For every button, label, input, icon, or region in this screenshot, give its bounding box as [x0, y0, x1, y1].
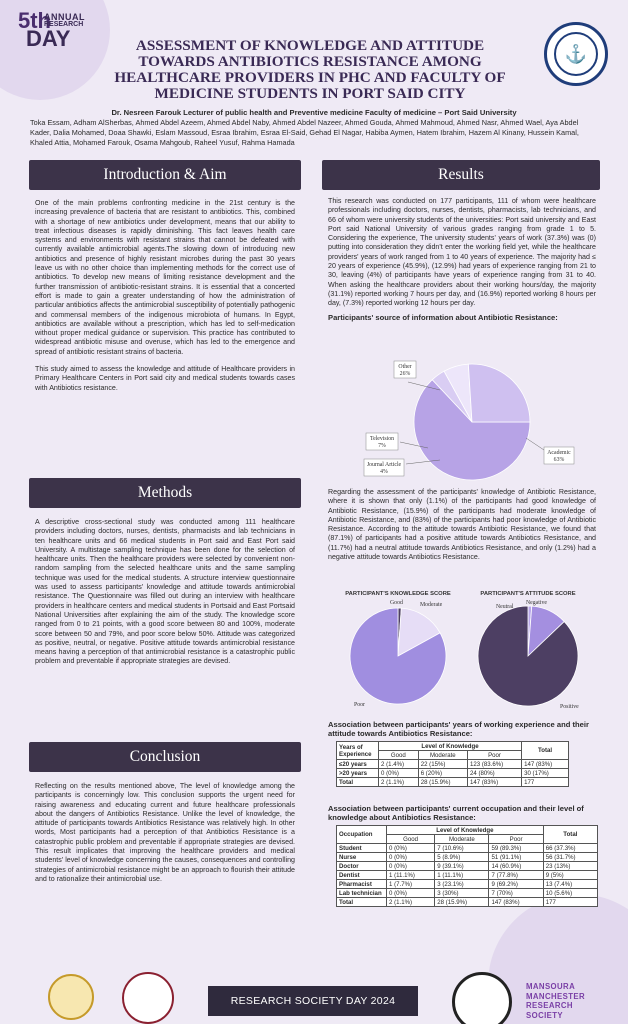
- table-cell: 9 (5%): [543, 871, 597, 880]
- row-label: Doctor: [337, 862, 387, 871]
- source-pie-chart: [330, 356, 600, 486]
- table-cell: 0 (0%): [387, 844, 435, 853]
- table-cell: 7 (77.8%): [489, 871, 543, 880]
- th-total: Total: [543, 826, 597, 844]
- mmrs-line: RESEARCH: [526, 1001, 573, 1010]
- table-cell: 0 (0%): [387, 862, 435, 871]
- results-section-2: [322, 488, 600, 562]
- pie-label: 7%: [378, 443, 386, 449]
- pie-label: Positive: [560, 704, 579, 710]
- occupation-table: [336, 825, 598, 907]
- table-row: [337, 871, 598, 880]
- logo-line: ANNUAL: [44, 12, 85, 22]
- table-cell: 66 (37.3%): [543, 844, 597, 853]
- row-label: Dentist: [337, 871, 387, 880]
- table2-block: [328, 800, 598, 907]
- table-row: [337, 844, 598, 853]
- section-heading: Methods: [29, 478, 301, 508]
- conclusion-section: [29, 742, 301, 884]
- th-total: Total: [522, 742, 569, 760]
- research-day-logo: [18, 8, 108, 52]
- table-cell: 7 (10.6%): [435, 844, 489, 853]
- table-cell: 59 (89.3%): [489, 844, 543, 853]
- table-cell: 123 (83.6%): [467, 760, 521, 769]
- section-heading: Conclusion: [29, 742, 301, 772]
- methods-section: [29, 478, 301, 667]
- logo-number: 5th: [18, 8, 51, 33]
- table-cell: 28 (15.9%): [418, 778, 467, 787]
- table-cell: 23 (13%): [543, 862, 597, 871]
- row-label: Pharmacist: [337, 880, 387, 889]
- table-cell: 147 (83%): [467, 778, 521, 787]
- th-level: Level of Knowledge: [379, 742, 522, 751]
- faculty-logo-icon: [48, 974, 94, 1020]
- lead-author: Dr. Nesreen Farouk Lecturer of public health and Preventive medicine Faculty of medicine – Port Said University: [111, 108, 517, 117]
- pie-label: Neutral: [496, 604, 514, 610]
- section-heading: Results: [322, 160, 600, 190]
- logo-line: DAY: [26, 26, 71, 51]
- intro-paragraph: One of the main problems confronting medicine in the 21st century is the increasing prevalence of bacteria that are resistant to antibiotics. This, combined with a shortage of new antibiotics under development, means that our ability to treat infectious diseases is rapidly diminishing. This fact leaves health care systems and environments with resistant strains that cannot be defeated with currently available antimicrobial agents.The slowing down of introducing new antibiotics and presence of highly resistant microbes during the past 30 years leave us with no other choice than implementing methods for the correct use of antibiotics. To develop new means of limiting resistance development and the further transmission of antibiotic-resistant strains. It is essential that a concerted effort is made to gain a greater understanding of how the administration of particular antibiotics affects the antimicrobial susceptibility of potentially pathogenic and commensal members of the indigenous microbiota of humans. In Egypt, antibiotics are available without a prescription, which has led to self-medication without proper medical guidance or supervision. This practice has contributed to widespread antibiotic misuse and overuse, which has led to the emergence and spread of antibiotic resistant strains of bacteria.: [35, 199, 295, 356]
- th-sub: Good: [379, 751, 419, 760]
- table-row: [337, 880, 598, 889]
- table-cell: 2 (1.1%): [387, 898, 435, 907]
- pie-label: Television: [369, 436, 395, 442]
- experience-table: [336, 741, 569, 787]
- table-row: [337, 853, 598, 862]
- mmrs-line: MANCHESTER: [526, 991, 586, 1001]
- mmrs-line: SOCIETY: [526, 1010, 564, 1020]
- table-cell: 1 (11.1%): [435, 871, 489, 880]
- table-cell: 3 (30%): [435, 889, 489, 898]
- knowledge-pie-chart: [334, 586, 462, 712]
- event-banner: RESEARCH SOCIETY DAY 2024: [208, 986, 418, 1016]
- row-label: Nurse: [337, 853, 387, 862]
- table-cell: 5 (8.9%): [435, 853, 489, 862]
- table1-title: Association between participants' years of working experience and their attitude towards Antibiotics Resistance:: [328, 720, 589, 738]
- pie-title: PARTICIPANT'S ATTITUDE SCORE: [480, 591, 576, 597]
- table-cell: 10 (5.6%): [543, 889, 597, 898]
- pie-label: Poor: [354, 702, 365, 708]
- attitude-pie-chart: [462, 586, 598, 712]
- row-label: Total: [337, 898, 387, 907]
- pie-label: 4%: [380, 469, 388, 475]
- th-occupation: Occupation: [337, 826, 387, 844]
- table-cell: 22 (15%): [418, 760, 467, 769]
- table-cell: 51 (91.1%): [489, 853, 543, 862]
- row-label: ≤20 years: [337, 760, 379, 769]
- results-paragraph: This research was conducted on 177 participants, 111 of whom were healthcare professionals including doctors, nurses, dentists, pharmacists, lab technicians, and 66 of whom were university students of the universities: Port said university and East Port said National University of various grades ranging from grade 1 to 5. Considering the experience, The university students' years of work (37.3%) was (0) putting into consideration they didn't enter the working field yet, while the healthcare providers' years of work ranged from 1 to 40 years of experience. The majority had ≤ 20 years of experience (45.9%), (12.9%) had years of experience ranging from 21 to 30, leaving (4%) of participants have years of experience ranging from 31 to 40. When asking the healthcare providers about their working hours/day, the majority (31.1%) reported working 7 hours per day, and (16.9%) reported working 8 hours per day, (7.3%) reported working 12 hours per day.: [328, 197, 596, 308]
- table-cell: 7 (70%): [489, 889, 543, 898]
- th-sub: Poor: [467, 751, 521, 760]
- table-row: [337, 898, 598, 907]
- author-list: [30, 108, 598, 148]
- table-row: [337, 862, 598, 871]
- results-section: [322, 160, 600, 322]
- mansoura-logo-icon: [452, 972, 512, 1024]
- th-sub: Good: [387, 835, 435, 844]
- table-cell: 28 (15.9%): [435, 898, 489, 907]
- table2-title: Association between participants' current occupation and their level of knowledge about Antibiotics Resistance:: [328, 804, 584, 822]
- table-cell: 13 (7.4%): [543, 880, 597, 889]
- pie-label: 26%: [399, 371, 411, 377]
- poster-title: ASSESSMENT OF KNOWLEDGE AND ATTITUDE TOWARDS ANTIBIOTICS RESISTANCE AMONG HEALTHCARE PROVIDERS IN PHC AND FACULTY OF MEDICINE STUDENTS IN PORT SAID CITY: [114, 37, 506, 102]
- co-authors: Toka Essam, Adham AlSherbas, Ahmed Abdel Azeem, Ahmed Abdel Naby, Ahmed Abdel Nazeer, Ahmed Gouda, Ahmed Mahmoud, Ahmed Nasr, Ahmed Wael, Aya Abdel Kader, Dalia Mohamed, Doaa Shawki, Eslam Massoud, Esraa Ibrahim, Esraa El-Said, Gehad El Nagar, Habiba Aymen, Hatem Ibrahim, Hazem Al Kinany, Hussein Kamal, Khaled Attia, Mohamed Farouk, Osama Mahgoub, Raheel Yusuf, Rahma Hamada: [30, 118, 579, 147]
- pie-label: Negative: [526, 600, 547, 606]
- pie-slice-other: [468, 364, 530, 422]
- table-cell: 0 (0%): [379, 769, 419, 778]
- th-level: Level of Knowledge: [387, 826, 544, 835]
- table-cell: 9 (69.2%): [489, 880, 543, 889]
- pie-label: Moderate: [420, 602, 443, 608]
- table1-block: [328, 716, 598, 787]
- table-row: [337, 889, 598, 898]
- th-years: Years of Experience: [337, 742, 379, 760]
- table-cell: 14 (60.9%): [489, 862, 543, 871]
- table-row: [337, 778, 569, 787]
- th-sub: Moderate: [435, 835, 489, 844]
- table-cell: 177: [543, 898, 597, 907]
- pie-label: Journal Article: [366, 462, 402, 468]
- table-cell: 177: [522, 778, 569, 787]
- methods-paragraph: A descriptive cross-sectional study was conducted among 111 healthcare providers including doctors, nurses, dentists, pharmacists and lab technicians in ten healthcare units and 66 medical students in Port said and East Port said University. A multistage sampling technique has been done for the selection of healthcare units. Then the healthcare providers were selected by convenient non-random sampling from the selected healthcare units and the same sampling technique was used for the medical students. A structure interview questionnaire was used to assess participants' knowledge and attitude towards antimicrobial resistance. The Questionnaire was filled out during an interview with healthcare providers in healthcare centers and medical students in Portsaid and East Portsaid National Universities after explaining the aim of the study. The knowledge score ranged from 0 to 21 points, with a good score between 80 and 100%, moderate score between 50 and 79%, and poor score below 50%. Attitude was categorized as positive, neutral, or negative. Positive attitude towards antimicrobial resistance means having a perception of that antimicrobial resistance is a catastrophic public problem and preventable if appropriate strategies are devised.: [35, 518, 295, 666]
- pie-label: Other: [398, 364, 412, 370]
- section-heading: Introduction & Aim: [29, 160, 301, 190]
- logo-line: RESEARCH: [44, 21, 84, 28]
- aim-paragraph: This study aimed to assess the knowledge and attitude of Healthcare providers in Primary Healthcare Centers in Port said city and medical students towards cases with Antibiotics resistance.: [35, 365, 295, 392]
- university-seal-icon: ⚓: [544, 22, 608, 86]
- th-sub: Poor: [489, 835, 543, 844]
- table-cell: 6 (20%): [418, 769, 467, 778]
- table-cell: 1 (7.7%): [387, 880, 435, 889]
- row-label: Total: [337, 778, 379, 787]
- knowledge-paragraph: Regarding the assessment of the participants' knowledge of Antibiotic Resistance, where it is shown that only (1.1%) of the participants had good knowledge of Antibiotic Resistance, (15.9%) of the participants had moderate knowledge of Antibiotic Resistance, and (83%) of the participants had poor knowledge of Antibiotic Resistance. According to the attitude towards Antibiotic Resistance, we found that (87.1%) of participants had a positive attitude towards Antibiotics Resistance, and (11.7%) had a neutral attitude towards Antibiotics Resistance, and only (1.2%) had a negative attitude towards Antibiotics Resistance.: [328, 488, 596, 562]
- table-cell: 3 (23.1%): [435, 880, 489, 889]
- table-row: [337, 760, 569, 769]
- table-row: [337, 769, 569, 778]
- table-cell: 2 (1.4%): [379, 760, 419, 769]
- row-label: Lab technician: [337, 889, 387, 898]
- left-column: [29, 160, 301, 393]
- row-label: Student: [337, 844, 387, 853]
- table-cell: 147 (83%): [522, 760, 569, 769]
- pie-title: PARTICIPANT'S KNOWLEDGE SCORE: [345, 591, 451, 597]
- mmrs-line: MANSOURA: [526, 982, 576, 991]
- source-heading: Participants' source of information about Antibiotic Resistance:: [328, 312, 558, 322]
- table-cell: 0 (0%): [387, 853, 435, 862]
- table-cell: 2 (1.1%): [379, 778, 419, 787]
- table-cell: 30 (17%): [522, 769, 569, 778]
- row-label: >20 years: [337, 769, 379, 778]
- pie-label: Academic: [547, 450, 571, 456]
- table-cell: 9 (39.1%): [435, 862, 489, 871]
- table-cell: 147 (83%): [489, 898, 543, 907]
- pie-label: 63%: [553, 457, 565, 463]
- pie-leader-line: [526, 438, 544, 450]
- mmrs-logo: [526, 982, 622, 1022]
- table-cell: 24 (80%): [467, 769, 521, 778]
- table-cell: 0 (0%): [387, 889, 435, 898]
- pie-label: Good: [390, 600, 403, 606]
- conclusion-paragraph: Reflecting on the results mentioned above, The level of knowledge among the participants is concerningly low. This conclusion supports the urgent need for raising awareness and educating current and future healthcare professionals about the dangers of Antibiotics Resistance. Unlike the level of knowledge, the attitude of participants towards Antibiotics Resistance was relatively high. In other words, Most participants had a perception of that Antibiotics Resistance is a catastrophic public problem and preventable if appropriate strategies are devised. This result implicates that improving the healthcare providers and medical students' level of knowledge concerning the causes, consequences and controlling strategies of antimicrobial resistance might be an approach to flourish their attitude and to rationalize their antimicrobial use.: [35, 782, 295, 883]
- table-cell: 56 (31.7%): [543, 853, 597, 862]
- table-cell: 1 (11.1%): [387, 871, 435, 880]
- th-sub: Moderate: [418, 751, 467, 760]
- medicine-logo-icon: [122, 972, 174, 1024]
